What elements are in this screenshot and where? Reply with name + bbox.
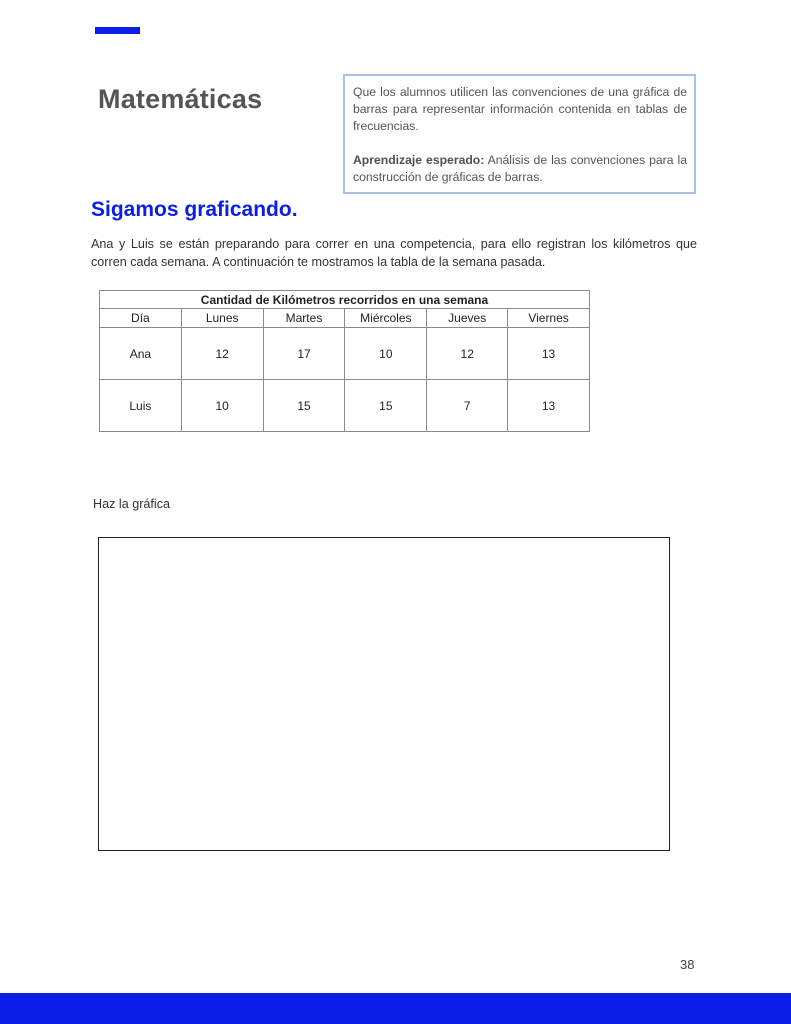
table-cell: Luis (100, 380, 182, 432)
learning-expected (353, 152, 687, 186)
table-cell: 15 (345, 380, 427, 432)
learning-text: Análisis de las convenciones para la construcción de gráficas de barras. (353, 153, 687, 184)
table-caption-row (100, 291, 590, 309)
graph-answer-box[interactable] (98, 537, 670, 851)
km-table (99, 290, 590, 432)
top-accent-bar (95, 27, 140, 34)
table-cell: 12 (181, 328, 263, 380)
table-cell: 13 (508, 328, 590, 380)
section-title: Sigamos graficando. (91, 198, 298, 221)
header-cell: Día (100, 309, 182, 328)
table-cell: Ana (100, 328, 182, 380)
intro-paragraph: Ana y Luis se están preparando para correr en una competencia, para ello registran los kilómetros que corren cada semana. A continuación te mostramos la tabla de la semana pasada. (91, 237, 697, 269)
table-caption: Cantidad de Kilómetros recorridos en una semana (100, 291, 590, 309)
subject-title: Matemáticas (98, 84, 263, 114)
header-cell: Lunes (181, 309, 263, 328)
table-cell: 13 (508, 380, 590, 432)
objective-text: Que los alumnos utilicen las convenciones de una gráfica de barras para representar información contenida en tablas de frecuencias. (353, 85, 687, 133)
objective-box (343, 74, 696, 194)
table-cell: 15 (263, 380, 345, 432)
header-cell: Martes (263, 309, 345, 328)
header-cell: Viernes (508, 309, 590, 328)
table-row (100, 380, 590, 432)
table-cell: 10 (181, 380, 263, 432)
header-cell: Jueves (427, 309, 508, 328)
learning-label: Aprendizaje esperado: (353, 153, 485, 167)
table-cell: 10 (345, 328, 427, 380)
table-cell: 12 (427, 328, 508, 380)
table-header-row (100, 309, 590, 328)
table-cell: 17 (263, 328, 345, 380)
bottom-accent-bar (0, 993, 791, 1024)
instruction-text: Haz la gráfica (93, 497, 170, 511)
page-number: 38 (680, 957, 695, 972)
table-cell: 7 (427, 380, 508, 432)
header-cell: Miércoles (345, 309, 427, 328)
table-row (100, 328, 590, 380)
